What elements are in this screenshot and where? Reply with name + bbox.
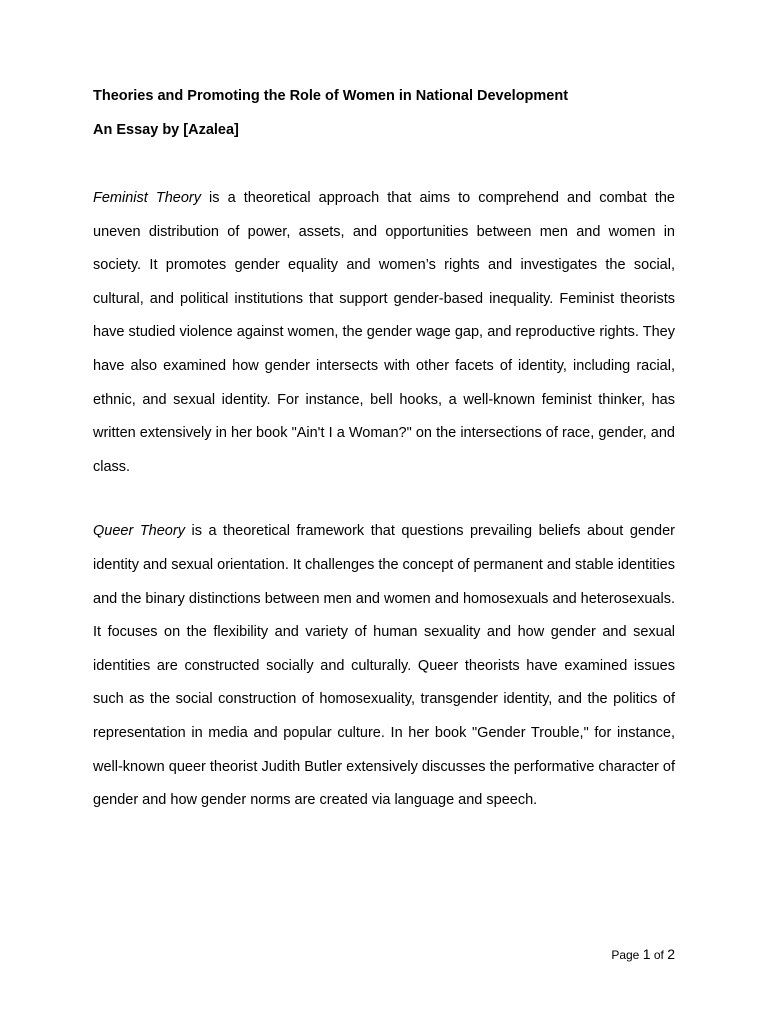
- paragraph-term: Queer Theory: [93, 523, 185, 540]
- of-word: of: [653, 948, 664, 962]
- total-page-count: 2: [667, 946, 675, 962]
- page-word: Page: [611, 948, 640, 962]
- current-page-number: 1: [642, 946, 651, 962]
- document-body: [93, 86, 675, 818]
- paragraph-text: is a theoretical framework that questions prevailing beliefs about gender identity and sexual orientation. It challenges the concept of permanent and stable identities and the binary distinctions between men and women and homosexuals and heterosexuals. It focuses on the flexibility and variety of human sexuality and how gender and sexual identities are constructed socially and culturally. Queer theorists have examined issues such as the social construction of homosexuality, transgender identity, and the politics of representation in media and popular culture. In her book "Gender Trouble," for instance, well-known queer theorist Judith Butler extensively discusses the performative character of gender and how gender norms are created via language and speech.: [93, 523, 675, 809]
- document-byline: An Essay by [Azalea]: [93, 122, 239, 138]
- page-number-footer: [611, 944, 675, 965]
- paragraph-text: is a theoretical approach that aims to comprehend and combat the uneven distribution of power, assets, and opportunities between men and women in society. It promotes gender equality and women’s rights and investigates the social, cultural, and political institutions that support gender-based inequality. Feminist theorists have studied violence against women, the gender wage gap, and reproductive rights. They have also examined how gender intersects with other facets of identity, including racial, ethnic, and sexual identity. For instance, bell hooks, a well-known feminist thinker, has written extensively in her book "Ain't I a Woman?" on the intersections of race, gender, and class.: [93, 190, 675, 475]
- paragraph-term: Feminist Theory: [93, 190, 201, 206]
- paragraph-feminist-theory: [93, 182, 675, 484]
- document-title: Theories and Promoting the Role of Women in National Development: [93, 88, 569, 104]
- paragraph-queer-theory: [93, 515, 675, 817]
